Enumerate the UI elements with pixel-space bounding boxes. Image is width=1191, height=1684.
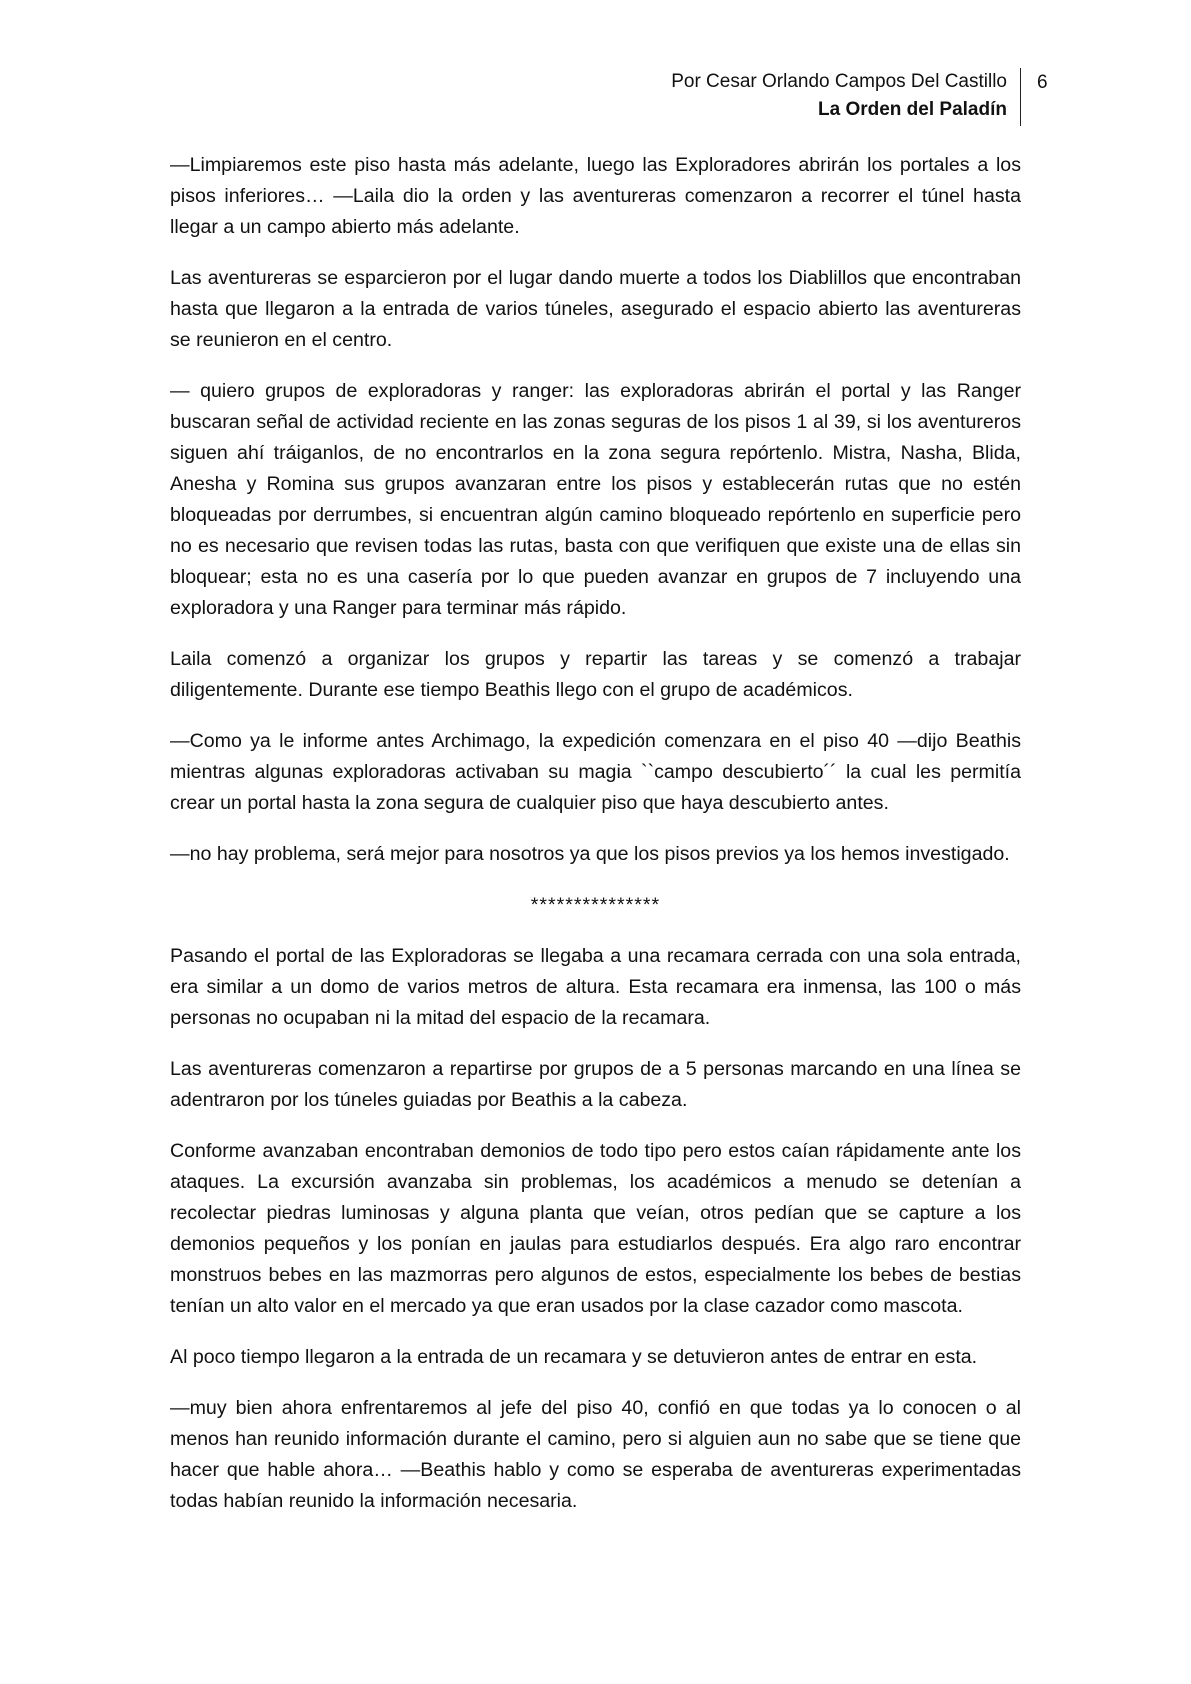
paragraph: — quiero grupos de exploradoras y ranger: las exploradoras abrirán el portal y las Ranger buscaran señal de actividad reciente en las zonas seguras de los pisos 1 al 39, si los aventureros siguen ahí tráiganlos, de no encontrarlos en la zona segura repórtenlo. Mistra, Nasha, Blida, Anesha y Romina sus grupos avanzaran entre los pisos y establecerán rutas que no estén bloqueadas por derrumbes, si encuentran algún camino bloqueado repórtenlo en superficie pero no es necesario que revisen todas las rutas, basta con que verifiquen que existe una de ellas sin bloquear; esta no es una casería por lo que pueden avanzar en grupos de 7 incluyendo una exploradora y una Ranger para terminar más rápido. — [170, 380, 1021, 619]
document-body — [170, 150, 1021, 1537]
paragraph: —Limpiaremos este piso hasta más adelante, luego las Exploradores abrirán los portales a los pisos inferiores… —Laila dio la orden y las aventureras comenzaron a recorrer el túnel hasta llegar a un campo abierto más adelante. — [170, 154, 1021, 238]
paragraph: Al poco tiempo llegaron a la entrada de un recamara y se detuvieron antes de entrar en esta. — [170, 1346, 978, 1368]
paragraph: Pasando el portal de las Exploradoras se llegaba a una recamara cerrada con una sola entrada, era similar a un domo de varios metros de altura. Esta recamara era inmensa, las 100 o más personas no ocupaban ni la mitad del espacio de la recamara. — [170, 945, 1021, 1029]
paragraph: Laila comenzó a organizar los grupos y repartir las tareas y se comenzó a trabajar diligentemente. Durante ese tiempo Beathis llego con el grupo de académicos. — [170, 648, 1021, 701]
header-author: Por Cesar Orlando Campos Del Castillo — [671, 71, 1007, 92]
scene-separator: *************** — [530, 894, 661, 916]
paragraph: Conforme avanzaban encontraban demonios de todo tipo pero estos caían rápidamente ante los ataques. La excursión avanzaba sin problemas, los académicos a menudo se detenían a recolectar piedras luminosas y alguna planta que veían, otros pedían que se capture a los demonios pequeños y los ponían en jaulas para estudiarlos después. Era algo raro encontrar monstruos bebes en las mazmorras pero algunos de estos, especialmente los bebes de bestias tenían un alto valor en el mercado ya que eran usados por la clase cazador como mascota. — [170, 1140, 1021, 1317]
paragraph: —Como ya le informe antes Archimago, la expedición comenzara en el piso 40 —dijo Beathis mientras algunas exploradoras activaban su magia ``campo descubierto´´ la cual les permitía crear un portal hasta la zona segura de cualquier piso que haya descubierto antes. — [170, 730, 1021, 814]
paragraph: —no hay problema, será mejor para nosotros ya que los pisos previos ya los hemos investigado. — [170, 843, 1010, 865]
page-header — [671, 68, 1021, 126]
paragraph: Las aventureras comenzaron a repartirse por grupos de a 5 personas marcando en una línea se adentraron por los túneles guiadas por Beathis a la cabeza. — [170, 1058, 1021, 1111]
paragraph: —muy bien ahora enfrentaremos al jefe del piso 40, confió en que todas ya lo conocen o al menos han reunido información durante el camino, pero si alguien aun no sabe que se tiene que hacer que hable ahora… —Beathis hablo y como se esperaba de aventureras experimentadas todas habían reunido la información necesaria. — [170, 1397, 1021, 1512]
header-book-title: La Orden del Paladín — [818, 99, 1007, 120]
paragraph: Las aventureras se esparcieron por el lugar dando muerte a todos los Diablillos que encontraban hasta que llegaron a la entrada de varios túneles, asegurado el espacio abierto las aventureras se reunieron en el centro. — [170, 267, 1021, 351]
page-number: 6 — [1037, 72, 1048, 93]
